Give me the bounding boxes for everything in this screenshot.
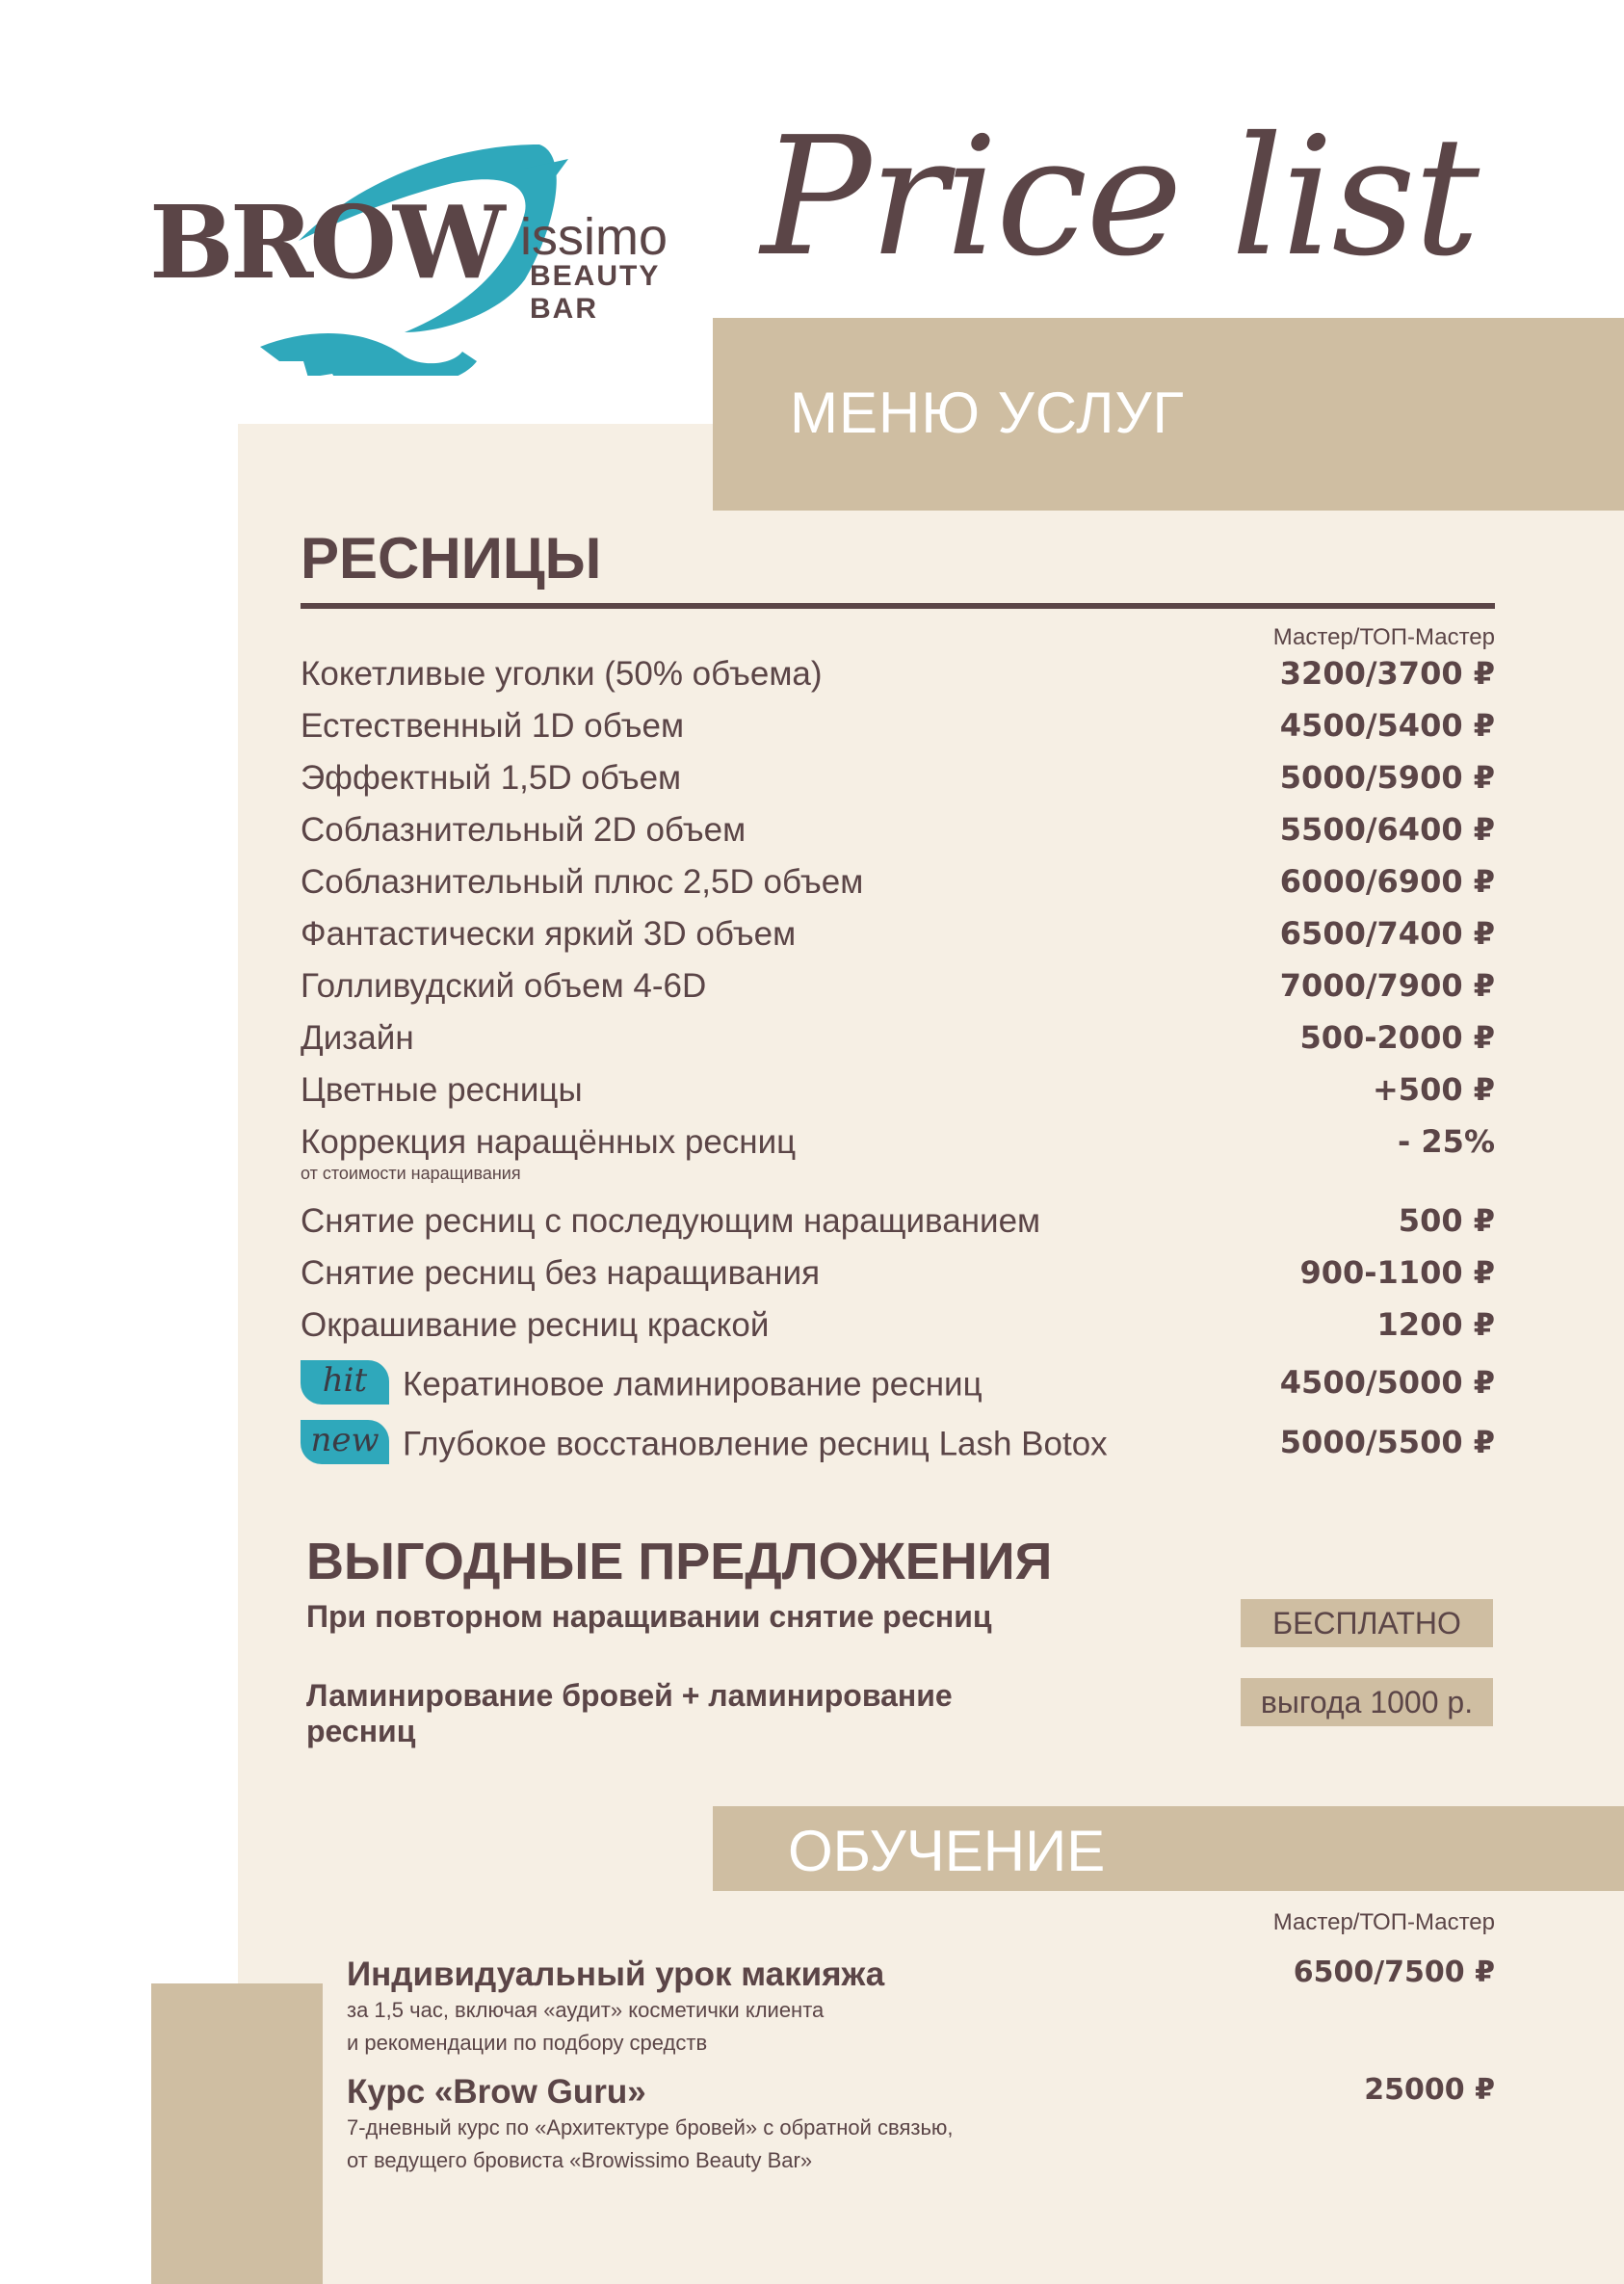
service-price: +500 ₽	[1372, 1071, 1495, 1108]
course-title: Индивидуальный урок макияжа	[347, 1956, 885, 1993]
list-item	[301, 1306, 1495, 1364]
section-title-education: ОБУЧЕНИЕ	[788, 1819, 1106, 1883]
list-item	[301, 655, 1495, 707]
service-name: Дизайн	[301, 1019, 414, 1057]
list-item	[301, 915, 1495, 967]
service-price: 4500/5400 ₽	[1279, 707, 1495, 744]
section-title-offers: ВЫГОДНЫЕ ПРЕДЛОЖЕНИЯ	[306, 1533, 1053, 1590]
service-price: 5000/5900 ₽	[1279, 759, 1495, 796]
offer-text: При повторном наращивании снятие ресниц	[306, 1599, 992, 1634]
service-name: Голливудский объем 4-6D	[301, 967, 707, 1005]
service-price: 5000/5500 ₽	[1279, 1424, 1495, 1460]
menu-header-title: МЕНЮ УСЛУГ	[790, 381, 1186, 445]
course-description: за 1,5 час, включая «аудит» косметички клиента	[347, 1998, 825, 2022]
price-list-script-title: Price list	[761, 102, 1479, 293]
service-price: 3200/3700 ₽	[1279, 655, 1495, 692]
service-price: 6500/7400 ₽	[1279, 915, 1495, 952]
list-item	[301, 1123, 1495, 1202]
list-item	[347, 2073, 1495, 2177]
offer-text: Ламинирование бровей + ламинирование ресниц	[306, 1678, 953, 1748]
decorative-block	[151, 1983, 323, 2284]
service-name: Кератиновое ламинирование ресниц	[403, 1365, 982, 1404]
offer-tag: БЕСПЛАТНО	[1241, 1599, 1493, 1647]
new-badge-icon: new	[301, 1420, 389, 1464]
lashes-price-list	[301, 655, 1495, 1483]
service-name: Кокетливые уголки (50% объема)	[301, 655, 823, 693]
service-name: Фантастически яркий 3D объем	[301, 915, 797, 953]
hit-badge-icon: hit	[301, 1360, 389, 1405]
list-item	[301, 707, 1495, 759]
education-price-list	[347, 1956, 1495, 2191]
list-item	[301, 1202, 1495, 1254]
offer-tag: выгода 1000 р.	[1241, 1678, 1493, 1726]
service-name: Соблазнительный 2D объем	[301, 811, 747, 849]
service-name: Коррекция наращённых ресниц от стоимости наращивания	[301, 1123, 797, 1183]
service-name: Естественный 1D объем	[301, 707, 685, 745]
menu-header-banner	[713, 318, 1624, 511]
brand-logo	[144, 116, 722, 376]
list-item	[301, 1019, 1495, 1071]
service-name: Соблазнительный плюс 2,5D объем	[301, 863, 864, 901]
service-name: Снятие ресниц без наращивания	[301, 1254, 821, 1292]
service-name: Глубокое восстановление ресниц Lash Botox	[403, 1425, 1108, 1463]
list-item	[301, 1254, 1495, 1306]
list-item	[301, 759, 1495, 811]
service-price: 500-2000 ₽	[1299, 1019, 1495, 1056]
offer-item	[306, 1599, 1493, 1647]
section-title-lashes: РЕСНИЦЫ	[301, 526, 602, 591]
course-description: и рекомендации по подбору средств	[347, 2031, 708, 2055]
service-name: Снятие ресниц с последующим наращиванием	[301, 1202, 1041, 1240]
service-price: 4500/5000 ₽	[1279, 1364, 1495, 1401]
service-price: 7000/7900 ₽	[1279, 967, 1495, 1004]
logo-brow-text: BROW	[149, 183, 502, 302]
service-price: 900-1100 ₽	[1299, 1254, 1495, 1291]
course-price: 6500/7500 ₽	[1293, 1956, 1495, 1989]
list-item	[301, 1071, 1495, 1123]
service-name: Эффектный 1,5D объем	[301, 759, 682, 797]
list-item	[301, 811, 1495, 863]
service-price: 6000/6900 ₽	[1279, 863, 1495, 900]
logo-beauty-bar-text: BEAUTY BAR	[530, 260, 660, 325]
logo-issimo-text: issimo	[520, 208, 668, 266]
course-price: 25000 ₽	[1364, 2073, 1495, 2107]
service-price: 5500/6400 ₽	[1279, 811, 1495, 848]
course-description: 7-дневный курс по «Архитектуре бровей» с обратной связью,	[347, 2115, 954, 2140]
list-item	[347, 1956, 1495, 2060]
course-description: от ведущего бровиста «Browissimo Beauty Bar»	[347, 2148, 813, 2172]
course-title: Курс «Brow Guru»	[347, 2073, 646, 2111]
service-note: от стоимости наращивания	[301, 1164, 521, 1183]
service-price: 1200 ₽	[1376, 1306, 1495, 1343]
service-name: Окрашивание ресниц краской	[301, 1306, 770, 1344]
list-item	[301, 967, 1495, 1019]
column-header-master: Мастер/ТОП-Мастер	[1272, 1909, 1495, 1935]
list-item	[301, 863, 1495, 915]
education-banner	[713, 1806, 1624, 1891]
list-item	[301, 1361, 1495, 1424]
service-price: - 25%	[1397, 1123, 1495, 1160]
service-name: Цветные ресницы	[301, 1071, 583, 1109]
service-price: 500 ₽	[1398, 1202, 1495, 1239]
offer-item	[306, 1678, 1493, 1749]
section-divider	[301, 603, 1495, 609]
column-header-master: Мастер/ТОП-Мастер	[1272, 624, 1495, 650]
list-item	[301, 1421, 1495, 1483]
